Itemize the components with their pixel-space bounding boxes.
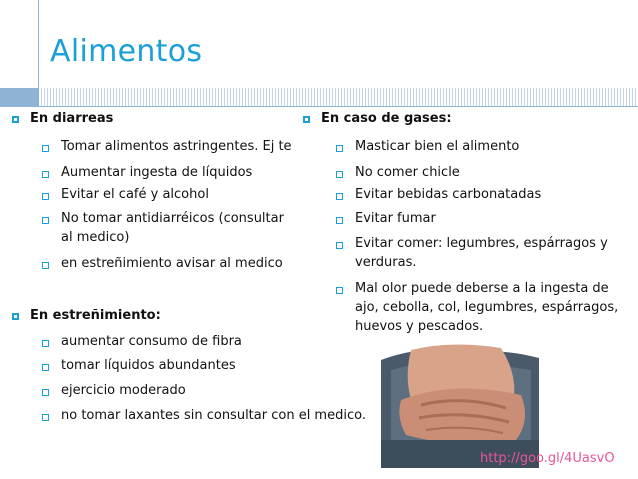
- header-vertical-rule: [38, 0, 39, 106]
- bullet-box-icon: [42, 364, 49, 371]
- bullet-square-icon: [12, 116, 19, 123]
- bullet-box-icon: [336, 217, 343, 224]
- list-item: No tomar antidiarréicos (consultar al medico): [61, 211, 284, 245]
- bullet-box-icon: [336, 171, 343, 178]
- bullet-box-icon: [336, 193, 343, 200]
- bullet-box-icon: [42, 217, 49, 224]
- list-item: tomar líquidos abundantes: [61, 358, 236, 373]
- bullet-box-icon: [336, 145, 343, 152]
- header-band-pattern: [38, 88, 638, 106]
- section-heading-estrenimiento: En estreñimiento:: [30, 308, 161, 323]
- list-item: Evitar el café y alcohol: [61, 187, 209, 202]
- list-item: Evitar bebidas carbonatadas: [355, 187, 542, 202]
- list-item: Tomar alimentos astringentes. Ej te: [61, 139, 292, 154]
- list-item: Evitar comer: legumbres, espárragos y verduras.: [355, 236, 608, 270]
- bullet-box-icon: [42, 340, 49, 347]
- bullet-square-icon: [303, 116, 310, 123]
- bullet-box-icon: [336, 287, 343, 294]
- bullet-box-icon: [42, 414, 49, 421]
- list-item: No comer chicle: [355, 165, 460, 180]
- list-item: Masticar bien el alimento: [355, 139, 520, 154]
- stomach-ache-photo: [381, 340, 539, 468]
- section-heading-diarreas: En diarreas: [30, 111, 114, 126]
- source-link[interactable]: http://goo.gl/4UasvO: [480, 451, 615, 466]
- list-item: Aumentar ingesta de líquidos: [61, 165, 253, 180]
- bullet-square-icon: [12, 313, 19, 320]
- bullet-box-icon: [42, 171, 49, 178]
- slide-title: Alimentos: [50, 34, 203, 69]
- stomach-ache-illustration: [381, 340, 539, 468]
- list-item: aumentar consumo de fibra: [61, 334, 242, 349]
- bullet-box-icon: [42, 145, 49, 152]
- header-horizontal-rule: [0, 106, 638, 107]
- list-item: no tomar laxantes sin consultar con el medico.: [61, 408, 366, 423]
- list-item: Mal olor puede deberse a la ingesta de ajo, cebolla, col, legumbres, espárragos, huevos y pescados.: [355, 281, 619, 334]
- bullet-box-icon: [42, 389, 49, 396]
- bullet-box-icon: [336, 242, 343, 249]
- list-item: en estreñimiento avisar al medico: [61, 256, 283, 271]
- bullet-box-icon: [42, 262, 49, 269]
- section-heading-gases: En caso de gases:: [321, 111, 452, 126]
- list-item: ejercicio moderado: [61, 383, 186, 398]
- header-band-left: [0, 88, 38, 106]
- list-item: Evitar fumar: [355, 211, 436, 226]
- bullet-box-icon: [42, 193, 49, 200]
